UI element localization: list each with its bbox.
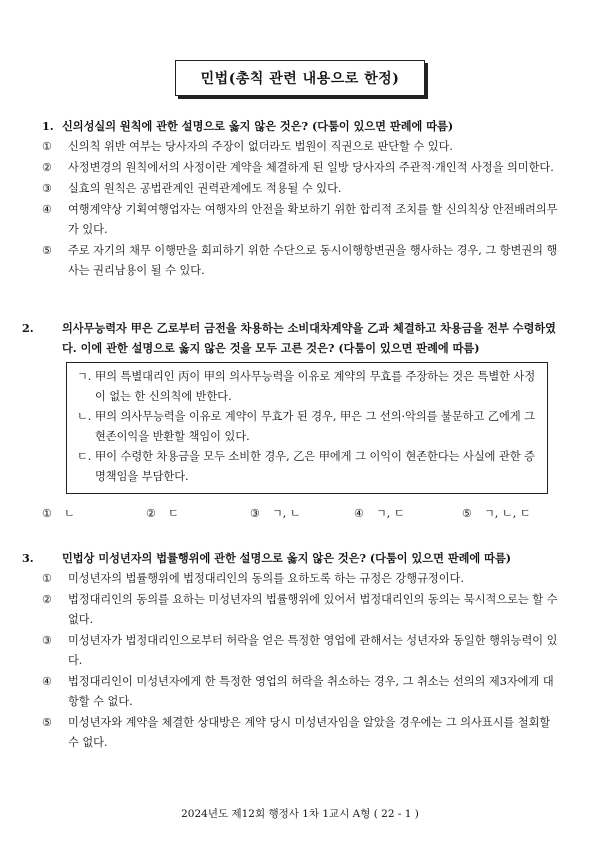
option-text: 미성년자가 법정대리인으로부터 허락을 얻은 특정한 영업에 관해서는 성년자와 동일한 행위능력이 있다.: [68, 634, 558, 667]
question-1: [42, 116, 562, 281]
statement-mark: ㄴ.: [77, 410, 92, 423]
option-2[interactable]: [42, 158, 562, 178]
option-mark: ③: [42, 634, 53, 647]
question-2: [22, 318, 562, 524]
option-text: 주로 자기의 채무 이행만을 회피하기 위한 수단으로 동시이행항변권을 행사하는 경우, 그 항변권의 행사는 권리남용이 될 수 있다.: [68, 244, 558, 277]
option-4[interactable]: [42, 200, 562, 240]
option-text: 법정대리인의 동의를 요하는 미성년자의 법률행위에 있어서 법정대리인의 동의는 묵시적으로는 할 수 없다.: [68, 593, 558, 626]
choice-text: ㄷ: [168, 507, 179, 520]
choice-3[interactable]: [250, 504, 354, 524]
option-text: 실효의 원칙은 공법관계인 권력관계에도 적용될 수 있다.: [68, 182, 342, 195]
option-text: 미성년자의 법률행위에 법정대리인의 동의를 요하도록 하는 규정은 강행규정이다.: [68, 572, 464, 585]
option-mark: ⑤: [42, 716, 53, 729]
question-3: [22, 548, 562, 753]
statement-text: 甲의 의사무능력을 이유로 계약이 무효가 된 경우, 甲은 그 선의·악의를 불문하고 乙에게 그 현존이익을 반환할 책임이 있다.: [95, 410, 535, 443]
statement-mark: ㄱ.: [77, 370, 92, 383]
choice-1[interactable]: [42, 504, 146, 524]
choice-mark: ⑤: [462, 507, 473, 520]
question-number: 3.: [22, 551, 34, 565]
option-1[interactable]: [42, 569, 562, 589]
question-text: 의사무능력자 甲은 乙로부터 금전을 차용하는 소비대차계약을 乙과 체결하고 차용금을 전부 수령하였다. 이에 관한 설명으로 옳지 않은 것을 모두 고른 것은? (다툼이 있으면 판례에 따름): [62, 321, 556, 355]
statement-text: 甲이 수령한 차용금을 모두 소비한 경우, 乙은 甲에게 그 이익이 현존한다는 사실에 관한 증명책임을 부담한다.: [95, 450, 535, 483]
question-text: 신의성실의 원칙에 관한 설명으로 옳지 않은 것은? (다툼이 있으면 판례에 따름): [62, 119, 454, 133]
option-mark: ②: [42, 161, 53, 174]
option-3[interactable]: [42, 179, 562, 199]
choice-text: ㄱ, ㄴ, ㄷ: [484, 507, 531, 520]
question-number: 2.: [22, 321, 34, 335]
choice-2[interactable]: [146, 504, 250, 524]
choice-text: ㄱ, ㄷ: [376, 507, 405, 520]
choice-4[interactable]: [354, 504, 462, 524]
option-4[interactable]: [42, 672, 562, 712]
option-mark: ④: [42, 675, 53, 688]
choice-mark: ④: [354, 507, 365, 520]
option-mark: ①: [42, 140, 53, 153]
option-3[interactable]: [42, 631, 562, 671]
question-text: 민법상 미성년자의 법률행위에 관한 설명으로 옳지 않은 것은? (다툼이 있으면 판례에 따름): [62, 551, 512, 565]
option-text: 사정변경의 원칙에서의 사정이란 계약을 체결하게 된 일방 당사자의 주관적·개인적 사정을 의미한다.: [68, 161, 554, 174]
option-mark: ①: [42, 572, 53, 585]
statement-text: 甲의 특별대리인 丙이 甲의 의사무능력을 이유로 계약의 무효를 주장하는 것은 특별한 사정이 없는 한 신의칙에 반한다.: [95, 370, 536, 403]
choice-5[interactable]: [462, 504, 531, 524]
answer-choices: [42, 504, 562, 524]
choice-mark: ①: [42, 507, 53, 520]
option-2[interactable]: [42, 590, 562, 630]
statement-mark: ㄷ.: [77, 450, 92, 463]
statement-b: [77, 407, 539, 447]
option-text: 미성년자와 계약을 체결한 상대방은 계약 당시 미성년자임을 알았을 경우에는 그 의사표시를 철회할 수 없다.: [68, 716, 551, 749]
statement-c: [77, 447, 539, 487]
option-mark: ②: [42, 593, 53, 606]
question-stem: [22, 548, 562, 568]
page-footer: 2024년도 제12회 행정사 1차 1교시 A형 ( 22 - 1 ): [181, 808, 419, 820]
page-title: 민법(총칙 관련 내용으로 한정): [175, 60, 425, 96]
option-mark: ④: [42, 203, 53, 216]
question-number: 1.: [42, 119, 54, 133]
option-text: 신의칙 위반 여부는 당사자의 주장이 없더라도 법원이 직권으로 판단할 수 있다.: [68, 140, 453, 153]
statement-box: [66, 362, 548, 494]
choice-text: ㄴ: [64, 507, 75, 520]
option-text: 여행계약상 기획여행업자는 여행자의 안전을 확보하기 위한 합리적 조치를 할 신의칙상 안전배려의무가 있다.: [68, 203, 558, 236]
choice-mark: ③: [250, 507, 261, 520]
statement-a: [77, 367, 539, 407]
option-mark: ③: [42, 182, 53, 195]
question-stem: [42, 116, 562, 136]
option-1[interactable]: [42, 137, 562, 157]
choice-mark: ②: [146, 507, 157, 520]
question-stem: [22, 318, 562, 358]
option-mark: ⑤: [42, 244, 53, 257]
option-5[interactable]: [42, 241, 562, 281]
option-5[interactable]: [42, 713, 562, 753]
choice-text: ㄱ, ㄴ: [272, 507, 301, 520]
option-text: 법정대리인이 미성년자에게 한 특정한 영업의 허락을 취소하는 경우, 그 취소는 선의의 제3자에게 대항할 수 없다.: [68, 675, 554, 708]
